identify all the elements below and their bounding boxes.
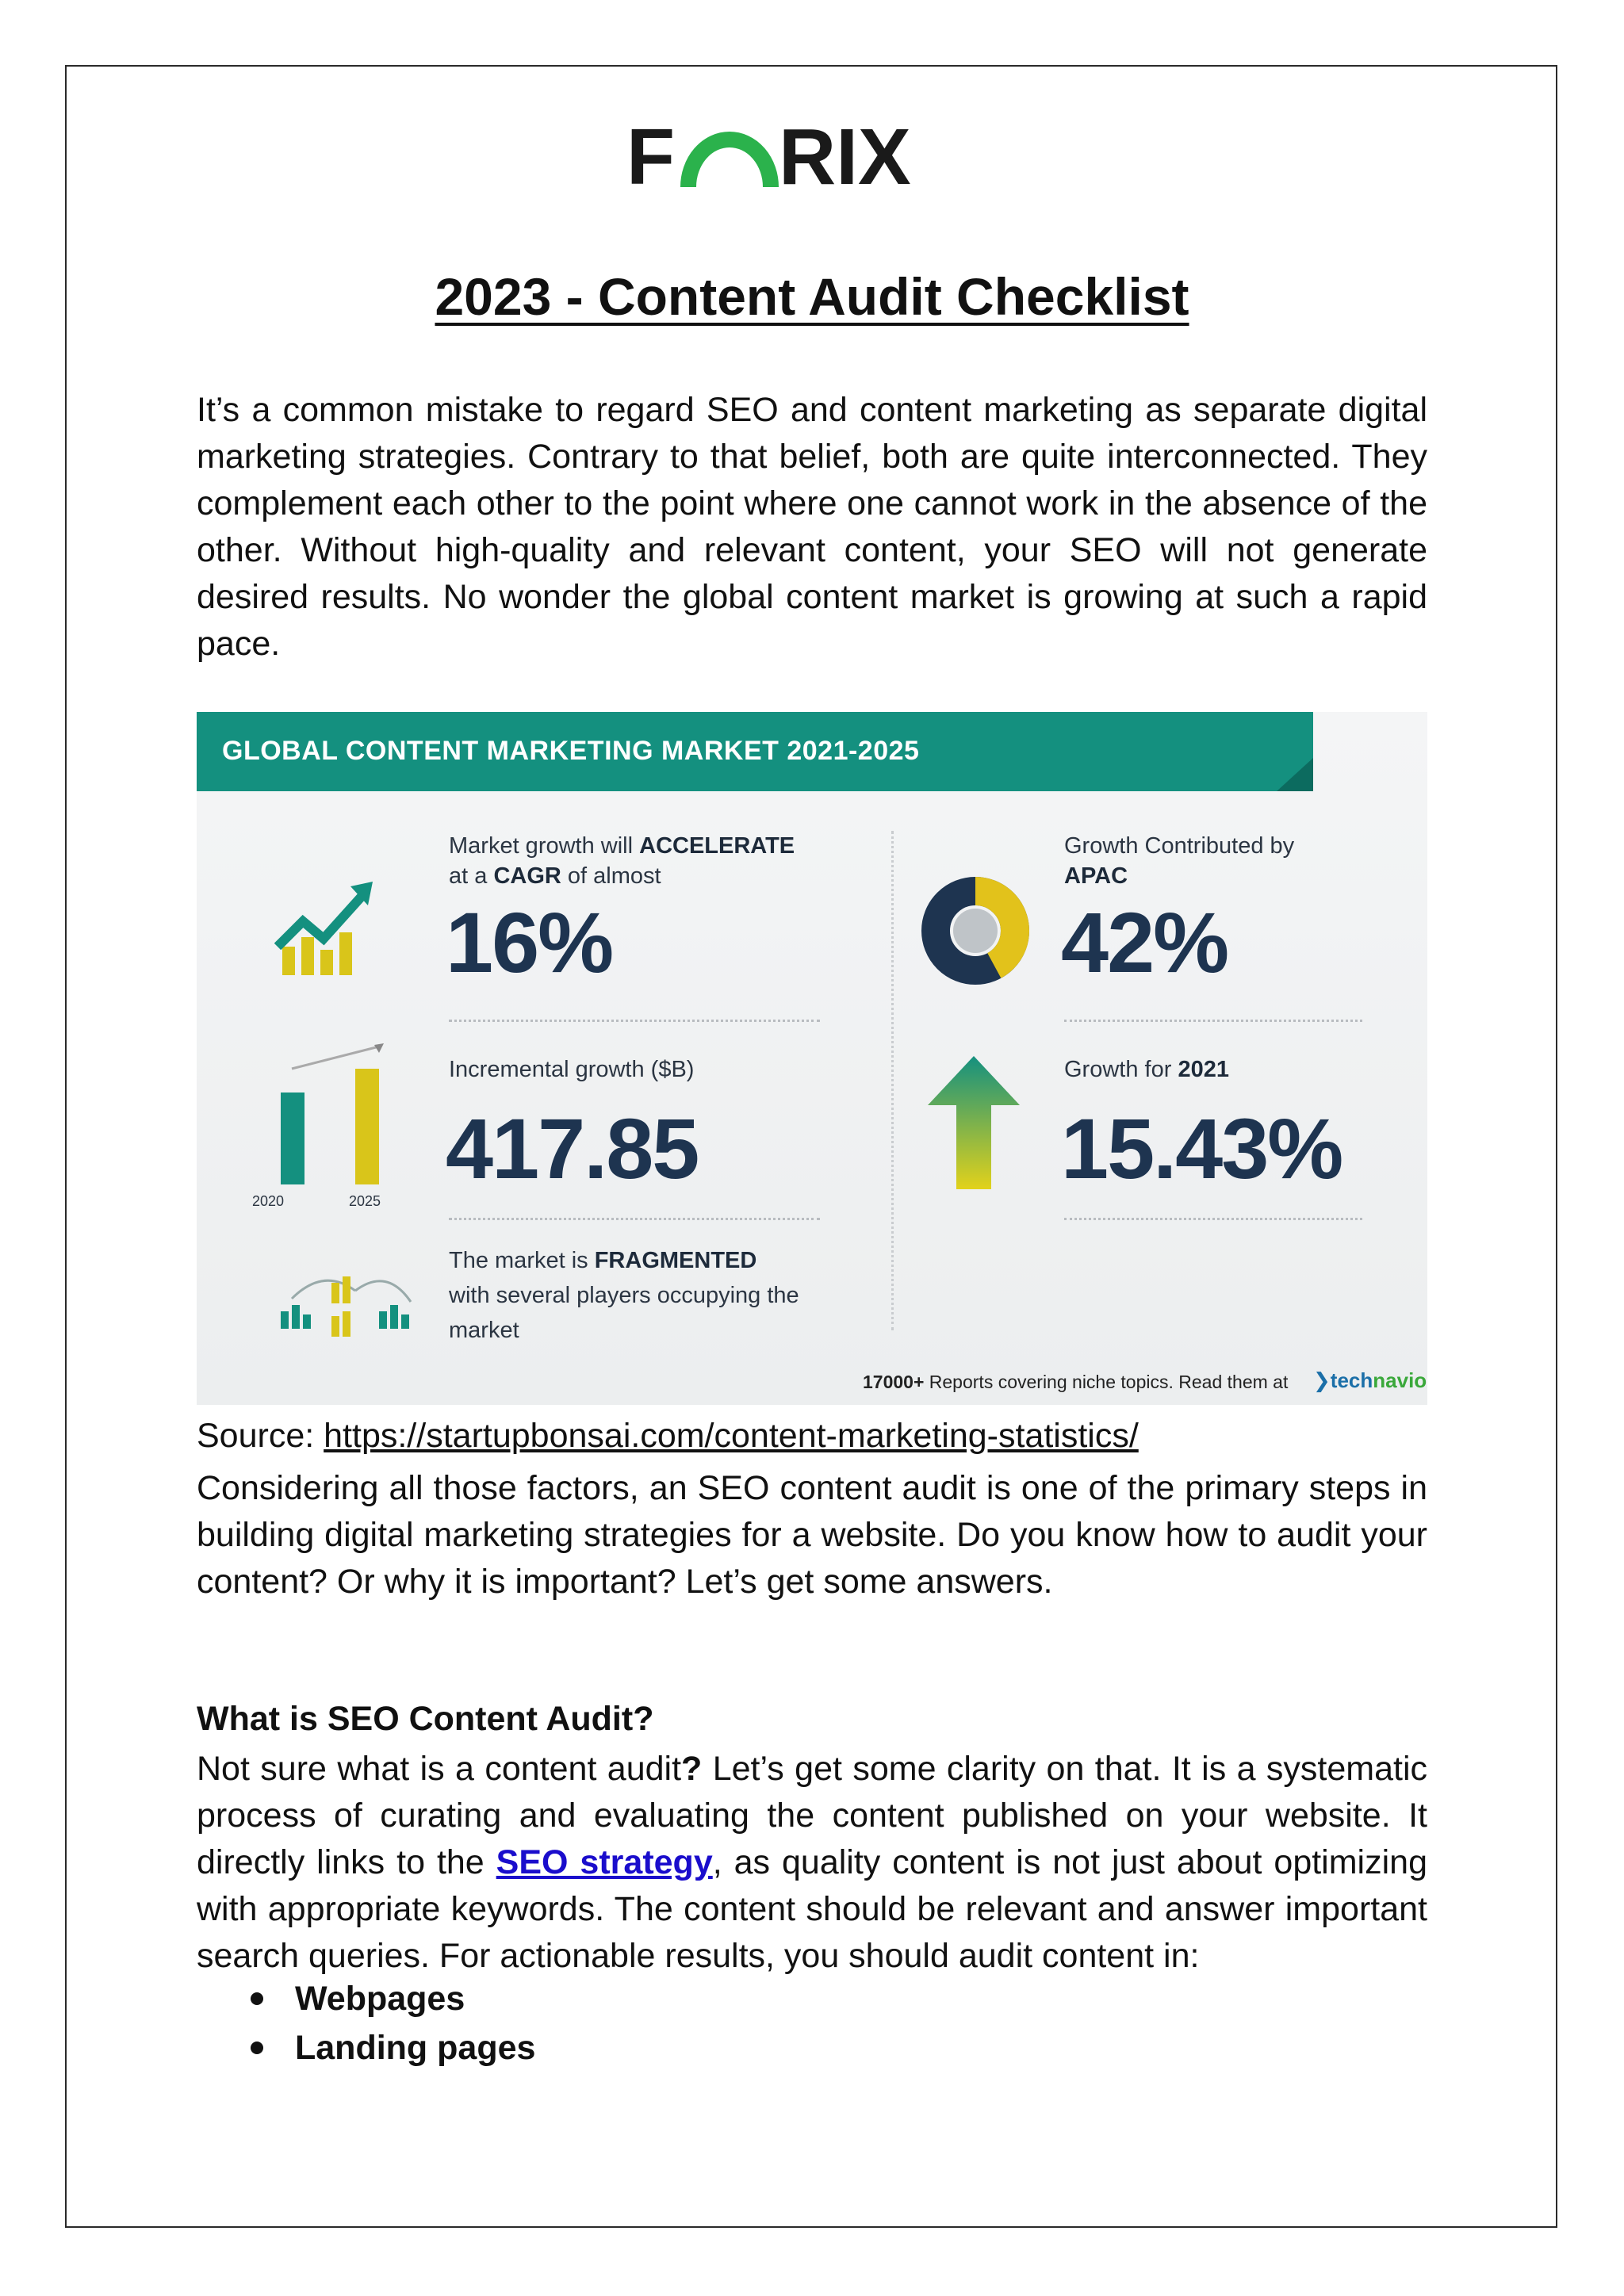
dotted-separator	[449, 1218, 820, 1220]
dotted-separator	[449, 1020, 820, 1022]
forix-arc-logo-icon	[626, 111, 975, 198]
forix-logo	[626, 111, 975, 198]
incremental-value: 417.85	[446, 1100, 699, 1196]
seo-strategy-link[interactable]: SEO strategy	[496, 1843, 713, 1881]
list-item: Landing pages	[197, 2023, 535, 2072]
column-divider	[891, 831, 894, 1330]
cagr-value: 16%	[446, 894, 613, 990]
fragmented-market-icon	[276, 1267, 419, 1346]
up-arrow-icon	[925, 1053, 1023, 1192]
page-title: 2023 - Content Audit Checklist	[435, 267, 1189, 326]
growth-chart-icon	[274, 871, 377, 982]
apac-caption: Growth Contributed by APAC	[1064, 833, 1295, 889]
intro-paragraph: It’s a common mistake to regard SEO and content marketing as separate digital marketing strategies. Contrary to that belief, both are quite interconnected. They complement each other to the point where one cannot work in the absence of the other. Without high-quality and relevant content, your SEO will not generate desired results. No wonder the global content market is growing at such a rapid pace.	[197, 391, 1427, 663]
accelerate-caption: Market growth will ACCELERATE at a CAGR of almost	[449, 833, 795, 889]
logo-letters-rix: RIX	[779, 113, 911, 198]
after-paragraph: Considering all those factors, an SEO content audit is one of the primary steps in building digital marketing strategies for a website. Do you know how to audit your content? Or why it is important? Let’s get some answers.	[197, 1469, 1427, 1601]
infographic-title: GLOBAL CONTENT MARKETING MARKET 2021-2025	[222, 736, 920, 766]
dotted-separator	[1064, 1020, 1362, 1022]
growth-2021-value: 15.43%	[1061, 1100, 1342, 1196]
bar-comparison-icon	[273, 1037, 408, 1196]
logo-arc	[688, 140, 771, 187]
source-link[interactable]: https://startupbonsai.com/content-marketing-statistics/	[324, 1417, 1139, 1455]
technavio-mark-icon: ❯	[1313, 1368, 1331, 1392]
source-line: Source: https://startupbonsai.com/content-marketing-statistics/	[197, 1417, 1139, 1455]
donut-chart-icon	[920, 875, 1031, 986]
incremental-caption: Incremental growth ($B)	[449, 1057, 695, 1082]
market-infographic	[197, 712, 1427, 1405]
audit-bullet-list	[197, 1974, 535, 2072]
technavio-brand: ❯technavio	[1313, 1368, 1427, 1392]
fragmented-caption: The market is FRAGMENTED with several players occupying the market	[449, 1248, 799, 1343]
logo-letter-f: F	[626, 113, 676, 198]
year-2020-label: 2020	[252, 1193, 285, 1209]
section-heading: What is SEO Content Audit?	[197, 1700, 654, 1738]
list-item: Webpages	[197, 1974, 535, 2023]
reports-footer-note: 17000+ Reports covering niche topics. Read them at	[863, 1372, 1289, 1392]
year-2025-label: 2025	[349, 1193, 381, 1209]
growth-2021-caption: Growth for 2021	[1064, 1057, 1229, 1082]
dotted-separator	[1064, 1218, 1362, 1220]
apac-value: 42%	[1061, 894, 1228, 990]
section-paragraph: Not sure what is a content audit? Let’s get some clarity on that. It is a systematic process of curating and evaluating the content published on your website. It directly links to the SEO strategy, as quality content is not just about optimizing with appropriate keywords. The content should be relevant and answer important search queries. For actionable results, you should audit content in:	[197, 1750, 1427, 1975]
